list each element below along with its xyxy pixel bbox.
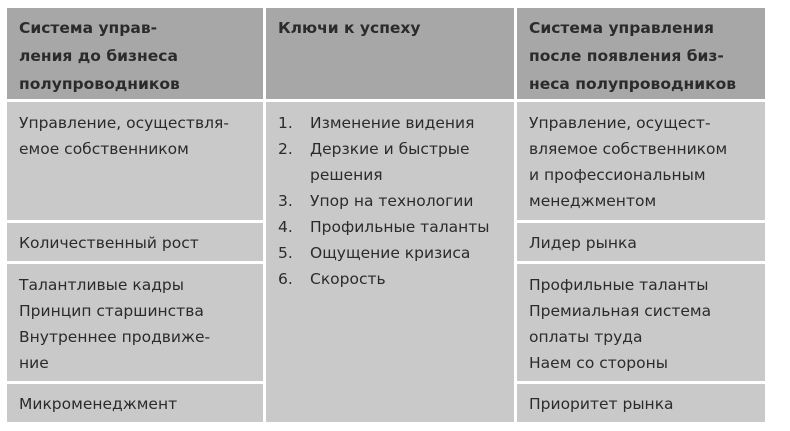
list-item (278, 136, 502, 188)
cell-line: менеджментом (529, 192, 657, 210)
header-line: Система управ- (19, 19, 158, 37)
before-cell-4 (7, 384, 263, 422)
cell-line: Приоритет рынка (529, 395, 674, 413)
cell-line: вляемое собственником (529, 140, 728, 158)
cell-line: емое собственником (19, 140, 189, 158)
before-cell-2 (7, 223, 263, 261)
cell-line: ние (19, 354, 49, 372)
list-text: Упор на технологии (310, 192, 474, 210)
cell-line: Талантливые кадры (19, 276, 185, 294)
cell-line: Микроменеджмент (19, 395, 178, 413)
list-text: Дерзкие и быстрые (310, 140, 470, 158)
list-text: Ощущение кризиса (310, 244, 471, 262)
header-line: Система управления (529, 19, 715, 37)
header-before (7, 8, 263, 99)
list-number: 4. (278, 218, 293, 236)
list-number: 2. (278, 140, 293, 158)
cell-line: Наем со стороны (529, 354, 668, 372)
list-item (278, 188, 502, 214)
before-cell-3 (7, 264, 263, 381)
list-number: 6. (278, 270, 293, 288)
header-line: Ключи к успеху (278, 19, 421, 37)
list-text: Изменение видения (310, 114, 475, 132)
cell-line: и профессиональным (529, 166, 706, 184)
list-text: решения (310, 166, 383, 184)
after-cell-2 (517, 223, 765, 261)
list-number: 3. (278, 192, 293, 210)
list-item (278, 214, 502, 240)
cell-line: Количественный рост (19, 234, 199, 252)
keys-list (266, 102, 514, 422)
list-item (278, 110, 502, 136)
cell-line: Принцип старшинства (19, 302, 204, 320)
cell-line: Профильные таланты (529, 276, 709, 294)
cell-line: оплаты труда (529, 328, 643, 346)
list-text: Скорость (310, 270, 386, 288)
before-cell-1 (7, 102, 263, 220)
list-text: Профильные таланты (310, 218, 490, 236)
after-cell-4 (517, 384, 765, 422)
header-keys (266, 8, 514, 99)
cell-line: Управление, осуществля- (19, 114, 229, 132)
list-number: 1. (278, 114, 293, 132)
cell-line: Внутреннее продвиже- (19, 328, 211, 346)
header-line: полупроводников (19, 75, 180, 93)
after-cell-1 (517, 102, 765, 220)
cell-line: Управление, осущест- (529, 114, 711, 132)
header-line: неса полупроводников (529, 75, 737, 93)
header-after (517, 8, 765, 99)
header-line: после появления биз- (529, 47, 724, 65)
cell-line: Премиальная система (529, 302, 712, 320)
header-line: ления до бизнеса (19, 47, 178, 65)
list-number: 5. (278, 244, 293, 262)
list-item (278, 266, 502, 292)
list-item (278, 240, 502, 266)
cell-line: Лидер рынка (529, 234, 637, 252)
after-cell-3 (517, 264, 765, 381)
comparison-table (7, 8, 765, 423)
